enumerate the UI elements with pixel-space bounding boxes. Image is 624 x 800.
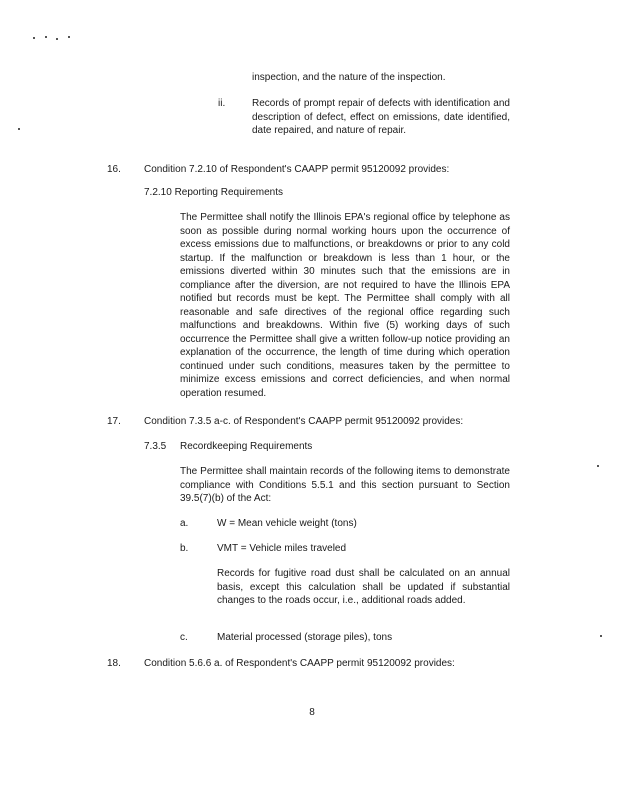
item-b-text: VMT = Vehicle miles traveled <box>217 543 347 554</box>
para-16-text: Condition 7.2.10 of Respondent's CAAPP permit 95120092 provides: <box>144 164 450 175</box>
item-c-label: c. <box>180 632 188 643</box>
para-16-body: The Permittee shall notify the Illinois EPA's regional office by telephone as soon as possible during normal working hours upon the occurrence of excess emissions due to malfunctions, or breakdowns or prior to any cold startup. If the malfunction or breakdown is less than 1 hour, or the emissions diverted within 30 minutes such that the emissions are in compliance after the diversion, are not required to have the Illinois EPA notified but records must be kept. The Permittee shall comply with all reasonable and safe directives of the regional office regarding such malfunctions and breakdowns. Within five (5) working days of such occurrence the Permittee shall give a written follow-up notice providing an explanation of the occurrence, the length of time during which operation continued under such conditions, measures taken by the permittee to minimize excess emissions and correct deficiencies, and when normal operation resumed. <box>180 212 510 399</box>
para-17-text: Condition 7.3.5 a-c. of Respondent's CAAPP permit 95120092 provides: <box>144 416 464 427</box>
page-number: 8 <box>309 707 315 718</box>
para-17-number: 17. <box>107 416 121 427</box>
item-a-label: a. <box>180 518 189 529</box>
item-b-note: Records for fugitive road dust shall be calculated on an annual basis, except this calculation shall be updated if substantial changes to the roads occur, i.e., additional roads added. <box>217 568 510 606</box>
item-ii-text: Records of prompt repair of defects with identification and description of defect, effect on emissions, date identified, date repaired, and nature of repair. <box>252 98 510 136</box>
scan-speck <box>18 128 20 130</box>
continuation-text: inspection, and the nature of the inspection. <box>252 72 446 83</box>
para-17-heading: Recordkeeping Requirements <box>180 441 313 452</box>
item-ii-label: ii. <box>218 98 226 109</box>
scan-speck <box>597 465 599 467</box>
para-17-body: The Permittee shall maintain records of the following items to demonstrate compliance with Conditions 5.5.1 and this section pursuant to Section 39.5(7)(b) of the Act: <box>180 466 510 504</box>
item-a-text: W = Mean vehicle weight (tons) <box>217 518 357 529</box>
scan-speck <box>68 36 70 38</box>
para-18-text: Condition 5.6.6 a. of Respondent's CAAPP permit 95120092 provides: <box>144 658 455 669</box>
item-b-label: b. <box>180 543 189 554</box>
item-c-text: Material processed (storage piles), tons <box>217 632 393 643</box>
scan-speck <box>600 635 602 637</box>
para-16-number: 16. <box>107 164 121 175</box>
para-16-heading: 7.2.10 Reporting Requirements <box>144 187 283 198</box>
scan-speck <box>45 36 47 38</box>
para-17-heading-number: 7.3.5 <box>144 441 167 452</box>
scan-speck <box>56 38 58 40</box>
scan-speck <box>33 37 35 39</box>
para-18-number: 18. <box>107 658 121 669</box>
